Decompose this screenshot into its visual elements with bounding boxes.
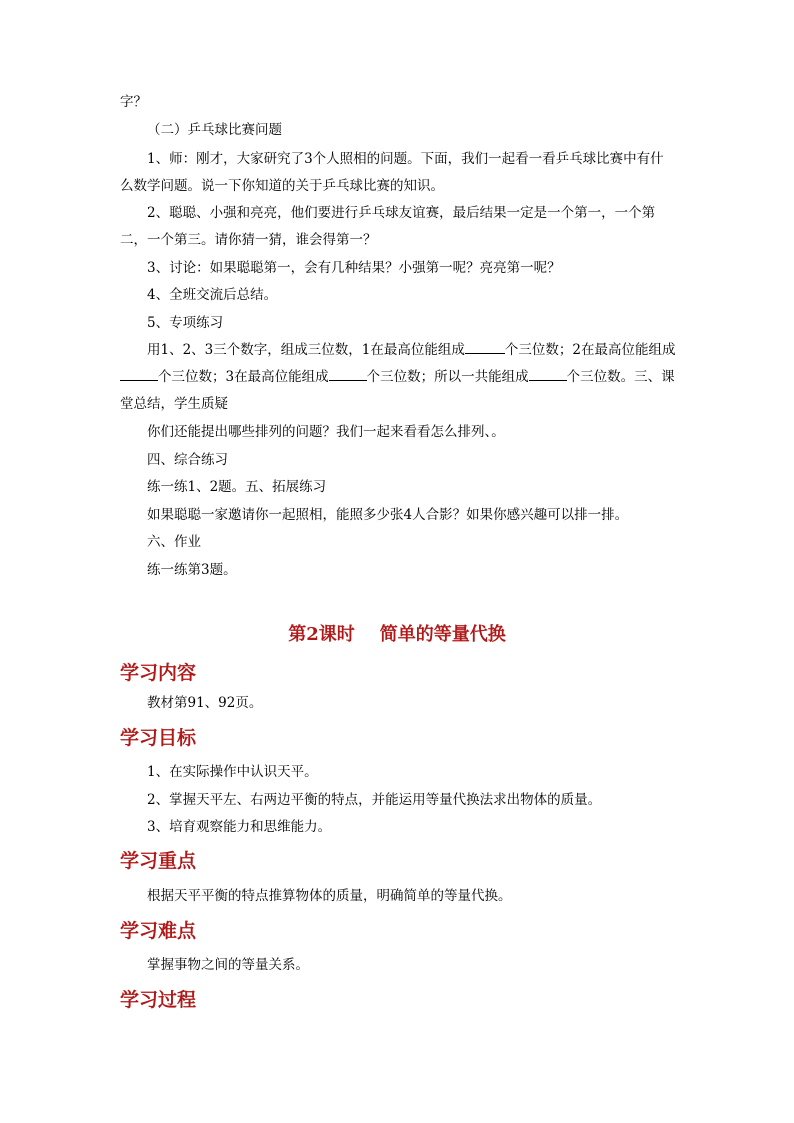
- exercise-text: 个三位数；2在最高位能组成: [504, 342, 676, 358]
- answer-blank: [529, 366, 567, 381]
- paragraph: 如果聪聪一家邀请你一起照相，能照多少张4人合影？如果你感兴趣可以排一排。: [147, 507, 629, 523]
- exercise-paragraph: [120, 337, 676, 418]
- answer-blank: [329, 366, 367, 381]
- paragraph: 练一练第3题。: [147, 562, 237, 578]
- paragraph: 1、师：刚才，大家研究了3个人照相的问题。下面，我们一起看一看乒乓球比赛中有什么数学问题。说一下你知道的关于乒乓球比赛的知识。: [120, 151, 664, 194]
- paragraph: 练一练1、2题。五、拓展练习: [147, 479, 327, 495]
- heading-difficulty: 学习难点: [120, 920, 197, 942]
- content-text: 教材第91、92页。: [147, 695, 263, 711]
- section-heading: 四、综合练习: [147, 452, 228, 468]
- exercise-text: 用1、2、3三个数字，组成三位数，1在最高位能组成: [147, 342, 465, 358]
- exercise-text: 个三位数；所以一共能组成: [366, 369, 529, 385]
- lesson-title: 第2课时 简单的等量代换: [288, 624, 506, 645]
- answer-blank: [120, 366, 158, 381]
- exercise-text: 个三位数。三、课堂总结，学生质疑: [120, 369, 675, 412]
- heading-goals: 学习目标: [120, 727, 197, 749]
- exercise-text: 个三位数；3在最高位能组成: [158, 369, 329, 385]
- paragraph: 2、聪聪、小强和亮亮，他们要进行乒乓球友谊赛，最后结果一定是一个第一，一个第二，一个第三。请你猜一猜，谁会得第一？: [120, 205, 656, 248]
- section-heading: 六、作业: [147, 534, 201, 550]
- paragraph: 你们还能提出哪些排列的问题？我们一起来看看怎么排列、。: [147, 424, 505, 440]
- section-heading: （二）乒乓球比赛问题: [147, 122, 282, 138]
- difficulty-text: 掌握事物之间的等量关系。: [147, 957, 309, 973]
- heading-content: 学习内容: [120, 662, 197, 684]
- paragraph: 4、全班交流后总结。: [147, 287, 278, 303]
- paragraph: 5、专项练习: [147, 315, 224, 331]
- goal-item: 3、培育观察能力和思维能力。: [147, 819, 332, 835]
- goal-item: 2、掌握天平左、右两边平衡的特点，并能运用等量代换法求出物体的质量。: [147, 792, 602, 808]
- text-line: 字？: [120, 94, 147, 110]
- answer-blank: [465, 339, 505, 354]
- goal-item: 1、在实际操作中认识天平。: [147, 764, 318, 780]
- paragraph: 3、讨论：如果聪聪第一，会有几种结果？小强第一呢？亮亮第一呢？: [147, 260, 561, 276]
- heading-process: 学习过程: [120, 989, 197, 1011]
- key-text: 根据天平平衡的特点推算物体的质量，明确简单的等量代换。: [147, 888, 512, 904]
- heading-key: 学习重点: [120, 850, 197, 872]
